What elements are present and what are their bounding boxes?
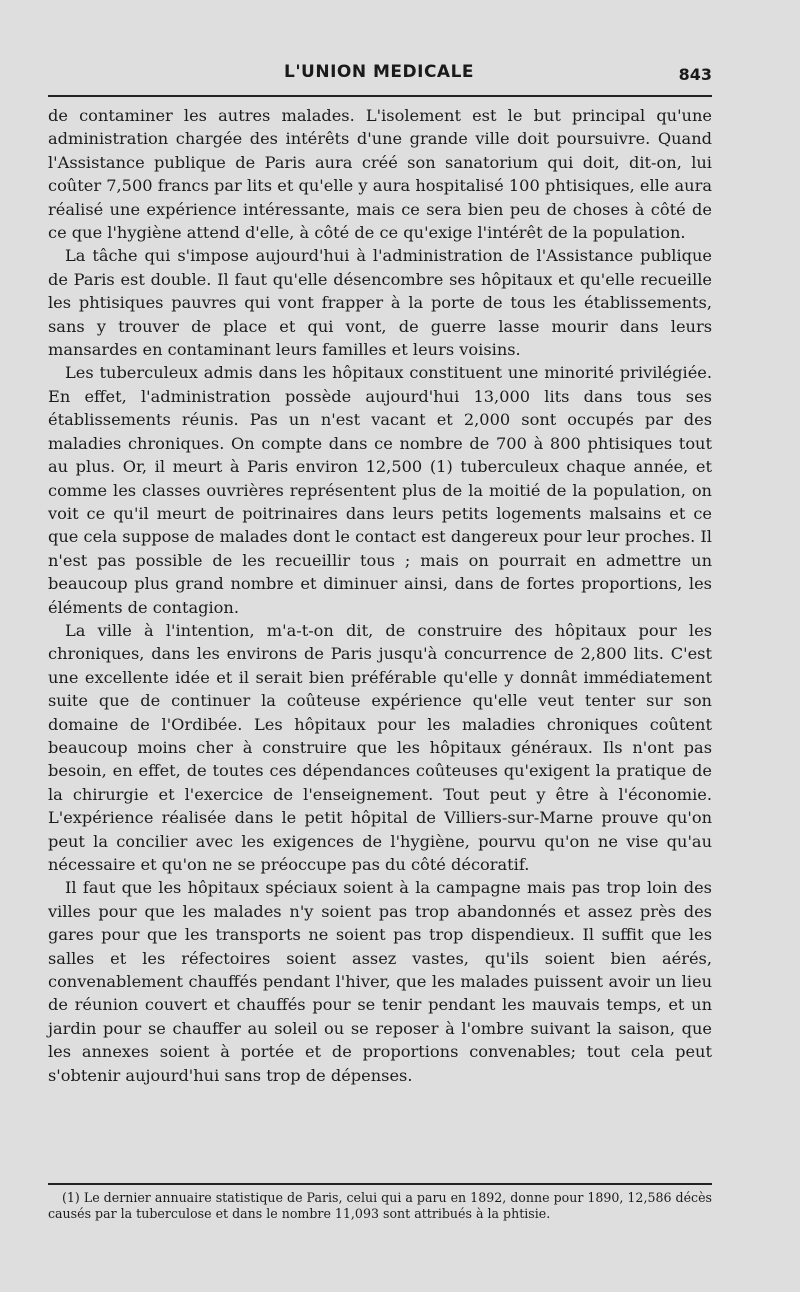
paragraph-3: Les tuberculeux admis dans les hôpitaux constituent une minorité privilégiée. En effet, l'administration possède aujourd'hui 13,000 lits dans tous ses établissements réunis. Pas un n'est vacant et 2,000 sont occupés par des maladies chroniques. On compte dans ce nombre de 700 à 800 phtisiques tout au plus. Or, il meurt à Paris environ 12,500 (1) tuberculeux chaque année, et comme les classes ouvrières représentent plus de la moitié de la population, on voit ce qu'il meurt de poitrinaires dans leurs petits logements malsains et ce que cela suppose de malades dont le contact est dangereux pour leur proches. Il n'est pas possible de les recueillir tous ; mais on pourrait en admettre un beaucoup plus grand nombre et diminuer ainsi, dans de fortes proportions, les éléments de contagion. [48, 363, 712, 617]
page-header [48, 62, 712, 92]
footnote-text: (1) Le dernier annuaire statistique de Paris, celui qui a paru en 1892, donne pour 1890, 12,586 décès causés par la tuberculose et dans le nombre 11,093 sont attribués à la phtisie. [48, 1190, 712, 1222]
footnote [48, 1190, 712, 1222]
paragraph-2: La tâche qui s'impose aujourd'hui à l'administration de l'Assistance publique de Paris est double. Il faut qu'elle désencombre ses hôpitaux et qu'elle recueille les phtisiques pauvres qui vont frapper à la porte de tous les établissements, sans y trouver de place et qui vont, de guerre lasse mourir dans leurs mansardes en contaminant leurs familles et leurs voisins. [48, 246, 712, 360]
article-body [48, 104, 712, 1087]
paragraph-4: La ville à l'intention, m'a-t-on dit, de construire des hôpitaux pour les chroniques, dans les environs de Paris jusqu'à concurrence de 2,800 lits. C'est une excellente idée et il serait bien préférable qu'elle y donnât immédiatement suite que de continuer la coûteuse expérience qu'elle veut tenter sur son domaine de l'Ordibée. Les hôpitaux pour les maladies chroniques coûtent beaucoup moins cher à construire que les hôpitaux généraux. Ils n'ont pas besoin, en effet, de toutes ces dépendances coûteuses qu'exigent la pratique de la chirurgie et l'exercice de l'enseignement. Tout peut y être à l'économie. L'expérience réalisée dans le petit hôpital de Villiers-sur-Marne prouve qu'on peut la concilier avec les exigences de l'hygiène, pourvu qu'on ne vise qu'au nécessaire et qu'on ne se préoccupe pas du côté décoratif. [48, 620, 712, 874]
running-title: L'UNION MEDICALE [284, 62, 475, 82]
page-number: 843 [678, 65, 712, 84]
paragraph-1: de contaminer les autres malades. L'isolement est le but principal qu'une administration chargée des intérêts d'une grande ville doit poursuivre. Quand l'Assistance publique de Paris aura créé son sanatorium qui doit, dit-on, lui coûter 7,500 francs par lits et qu'elle y aura hospitalisé 100 phtisiques, elle aura réalisé une expérience intéressante, mais ce sera bien peu de choses à côté de ce que l'hygiène attend d'elle, à côté de ce qu'exige l'intérêt de la population. [48, 106, 712, 243]
header-rule [48, 95, 712, 97]
footnote-rule [48, 1183, 712, 1185]
paragraph-5: Il faut que les hôpitaux spéciaux soient à la campagne mais pas trop loin des villes pour que les malades n'y soient pas trop abandonnés et assez près des gares pour que les transports ne soient pas trop dispendieux. Il suffit que les salles et les réfectoires soient assez vastes, qu'ils soient bien aérés, convenablement chauffés pendant l'hiver, que les malades puissent avoir un lieu de réunion couvert et chauffés pour se tenir pendant les mauvais temps, et un jardin pour se chauffer au soleil ou se reposer à l'ombre suivant la saison, que les annexes soient à portée et de proportions convenables; tout cela peut s'obtenir aujourd'hui sans trop de dépenses. [48, 878, 712, 1085]
